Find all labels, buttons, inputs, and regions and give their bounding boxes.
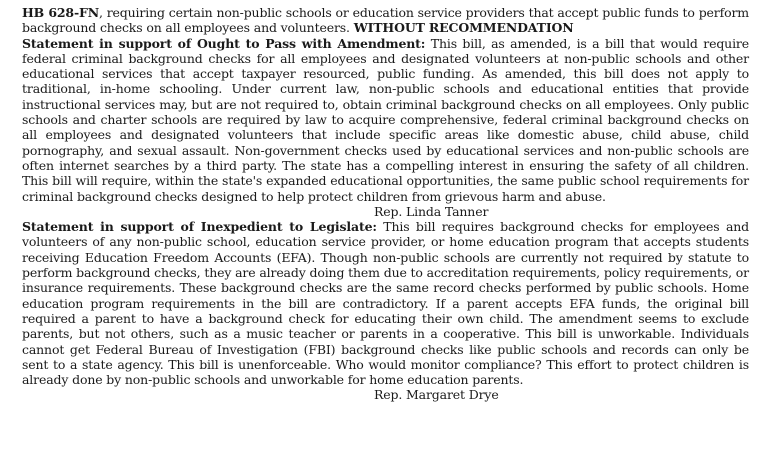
minority-statement-heading: Statement in support of Inexpedient to Legislate: — [22, 219, 377, 235]
majority-statement-paragraph — [22, 36, 749, 204]
bill-recommendation: WITHOUT RECOMMENDATION — [353, 20, 574, 36]
majority-statement-heading: Statement in support of Ought to Pass with Amendment: — [22, 35, 426, 51]
bill-description: , requiring certain non-public schools or education service providers that accept public funds to perform background checks on all employees and volunteers. — [22, 5, 749, 36]
minority-statement-body: This bill requires background checks for employees and volunteers of any non-public school, education service provider, or home education program that accepts students receiving Education Freedom Accounts (EFA). Though non-public schools are currently not required by statute to perform background checks, they are already doing them due to accreditation requirements, policy requirements, or insurance requirements. These background checks are the same record checks performed by public schools. Home education program requirements in the bill are contradictory. If a parent accepts EFA funds, the original bill required a parent to have a background check for educating their own child. The amendment seems to exclude parents, but not others, such as a music teacher or parents in a cooperative. This bill is unworkable. Individuals cannot get Federal Bureau of Investigation (FBI) background checks like public schools and records can only be sent to a state agency. This bill is unenforceable. Who would monitor compliance? This effort to protect children is already done by non-public schools and unworkable for home education parents. — [22, 219, 749, 388]
majority-statement-body: This bill, as amended, is a bill that would require federal criminal background checks for all employees and designated volunteers at non-public schools and other educational services that accept taxpayer resourced, public funding. As amended, this bill does not apply to traditional, in-home schooling. Under current law, non-public schools and educational entities that provide instructional services may, but are not required to, obtain criminal background checks on all employees. Only public schools and charter schools are required by law to acquire comprehensive, federal criminal background checks on all employees and designated volunteers that include specific areas like domestic abuse, child abuse, child pornography, and sexual assault. Non-government checks used by educational services and non-public schools are often internet searches by a third party. The state has a compelling interest in ensuring the safety of all children. This bill will require, within the state's expanded educational opportunities, the same public school requirements for criminal background checks designed to help protect children from grievous harm and abuse. — [22, 35, 749, 204]
bill-id: HB 628-FN — [22, 5, 100, 20]
majority-signature: Rep. Linda Tanner — [374, 203, 489, 219]
bill-summary-paragraph — [22, 5, 749, 36]
minority-statement-paragraph — [22, 219, 749, 387]
minority-signature: Rep. Margaret Drye — [374, 387, 499, 403]
